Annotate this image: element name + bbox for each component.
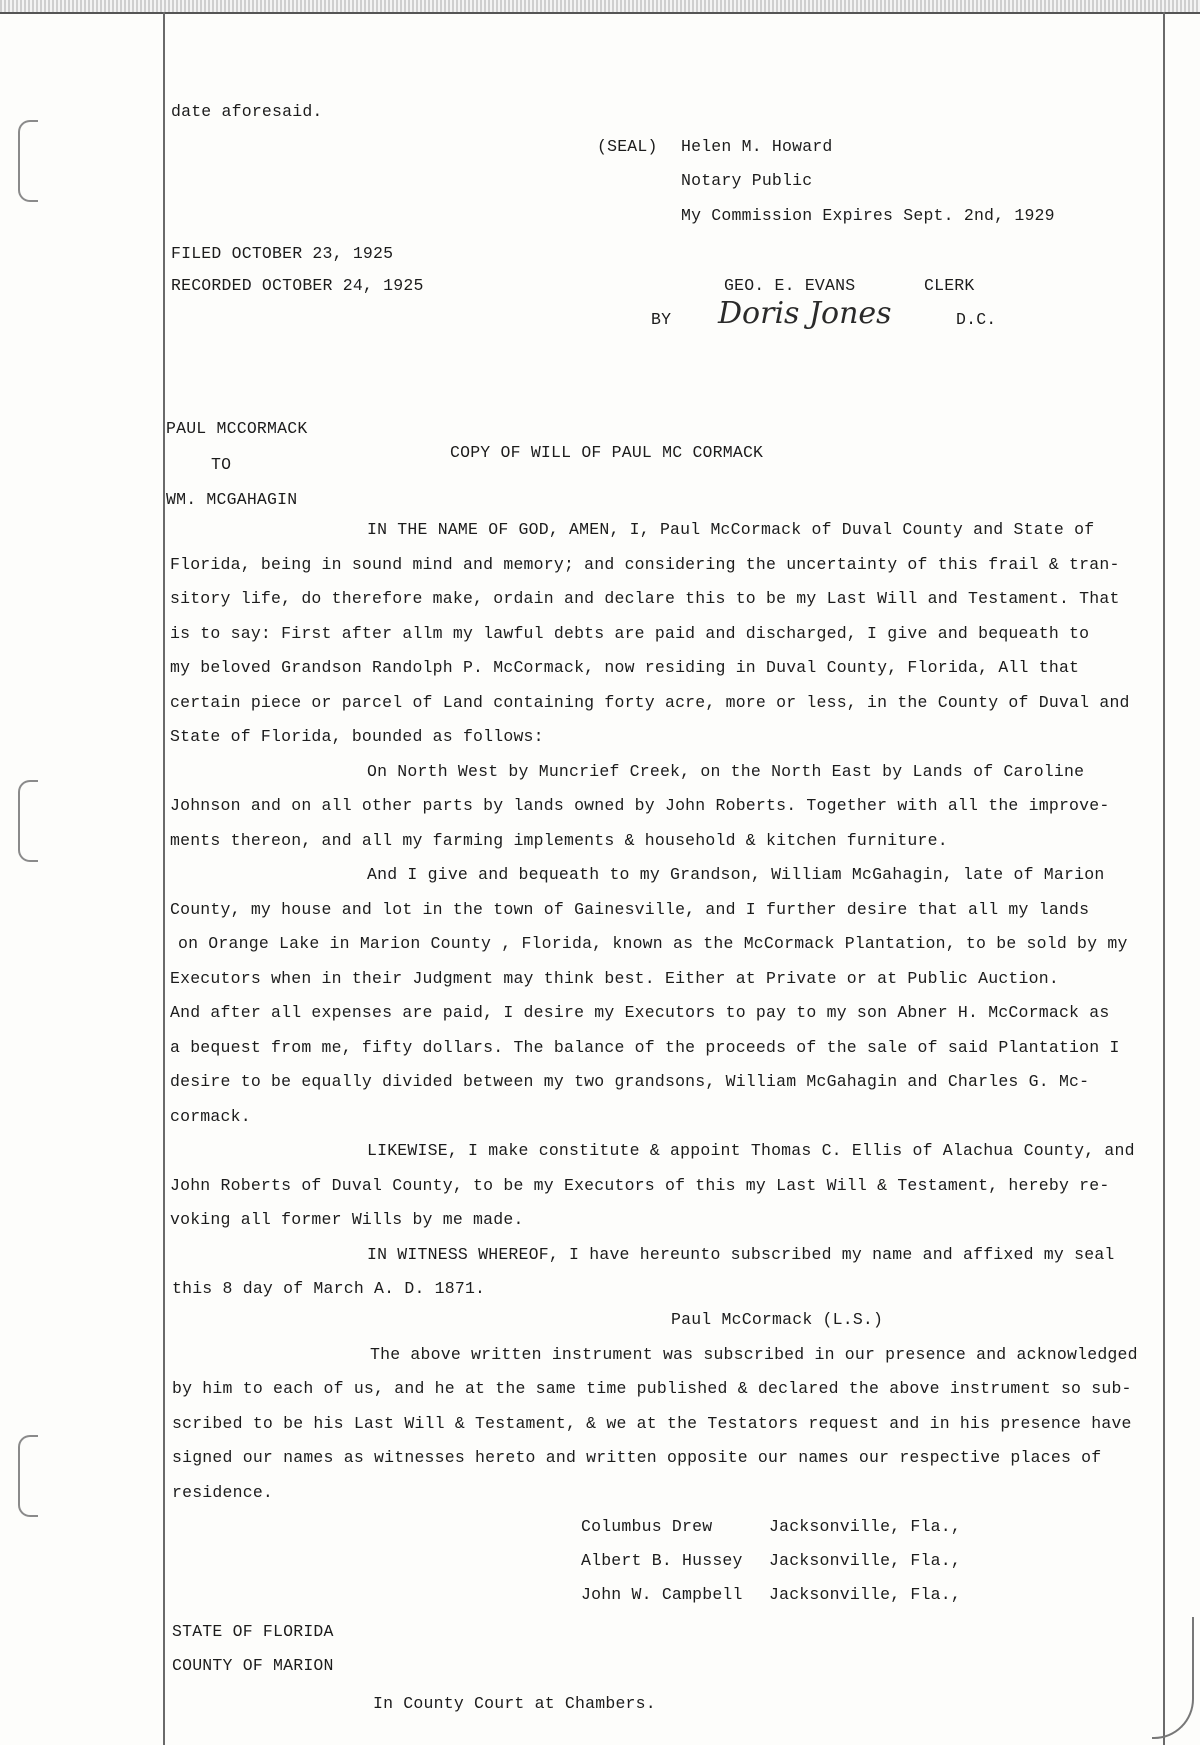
witness-name: Columbus Drew [581, 1517, 713, 1536]
document-title: COPY OF WILL OF PAUL MC CORMACK [450, 443, 764, 462]
testator-signature: Paul McCormack (L.S.) [671, 1310, 884, 1329]
date-line: date aforesaid. [171, 102, 323, 121]
seal-label: (SEAL) [597, 137, 658, 156]
body-line: by him to each of us, and he at the same time published & declared the above instrument so sub- [172, 1379, 1132, 1398]
commission-expiry: My Commission Expires Sept. 2nd, 1929 [681, 206, 1055, 225]
body-line: on Orange Lake in Marion County , Florida, known as the McCormack Plantation, to be sold by my [178, 934, 1128, 953]
body-line: desire to be equally divided between my two grandsons, William McGahagin and Charles G. Mc- [170, 1072, 1090, 1091]
body-line: Johnson and on all other parts by lands owned by John Roberts. Together with all the improve- [170, 796, 1110, 815]
notary-title: Notary Public [681, 171, 813, 190]
body-line: And I give and bequeath to my Grandson, William McGahagin, late of Marion [367, 865, 1105, 884]
deputy-title: D.C. [956, 310, 997, 329]
court-line: In County Court at Chambers. [373, 1694, 656, 1713]
witness-place: Jacksonville, Fla., [769, 1551, 961, 1570]
body-line: IN WITNESS WHEREOF, I have hereunto subscribed my name and affixed my seal [367, 1245, 1115, 1264]
body-line: And after all expenses are paid, I desire my Executors to pay to my son Abner H. McCormack as [170, 1003, 1110, 1022]
body-line: John Roberts of Duval County, to be my Executors of this my Last Will & Testament, hereby re- [170, 1176, 1110, 1195]
body-line: Executors when in their Judgment may think best. Either at Private or at Public Auction. [170, 969, 1059, 988]
body-line: IN THE NAME OF GOD, AMEN, I, Paul McCormack of Duval County and State of [367, 520, 1095, 539]
body-line: signed our names as witnesses hereto and written opposite our names our respective places of [172, 1448, 1102, 1467]
page-curl-corner [1152, 1617, 1194, 1739]
witness-place: Jacksonville, Fla., [769, 1517, 961, 1536]
body-line: ments thereon, and all my farming implements & household & kitchen furniture. [170, 831, 948, 850]
grantor-name: PAUL MCCORMACK [166, 419, 308, 438]
binder-ring-hole [18, 120, 38, 202]
body-line: County, my house and lot in the town of Gainesville, and I further desire that all my lands [170, 900, 1090, 919]
clerk-title: CLERK [924, 276, 975, 295]
body-line: scribed to be his Last Will & Testament, & we at the Testators request and in his presence have [172, 1414, 1132, 1433]
left-margin-rule [163, 12, 165, 1745]
venue-state: STATE OF FLORIDA [172, 1622, 334, 1641]
clerk-name: GEO. E. EVANS [724, 276, 856, 295]
to-label: TO [211, 455, 232, 474]
recorded-date: RECORDED OCTOBER 24, 1925 [171, 276, 424, 295]
binder-ring-hole [18, 1435, 38, 1517]
body-line: cormack. [170, 1107, 251, 1126]
witness-name: John W. Campbell [581, 1585, 743, 1604]
venue-county: COUNTY OF MARION [172, 1656, 334, 1675]
deputy-signature: Doris Jones [718, 296, 892, 331]
filed-date: FILED OCTOBER 23, 1925 [171, 244, 394, 263]
body-line: State of Florida, bounded as follows: [170, 727, 544, 746]
body-line: residence. [172, 1483, 274, 1502]
body-line: certain piece or parcel of Land containing forty acre, more or less, in the County of Duval and [170, 693, 1130, 712]
body-line: this 8 day of March A. D. 1871. [172, 1279, 486, 1298]
body-line: sitory life, do therefore make, ordain and declare this to be my Last Will and Testament. That [170, 589, 1120, 608]
right-margin-rule [1163, 12, 1165, 1745]
witness-place: Jacksonville, Fla., [769, 1585, 961, 1604]
top-binding-band [0, 0, 1200, 14]
grantee-name: WM. MCGAHAGIN [166, 490, 298, 509]
body-line: is to say: First after allm my lawful debts are paid and discharged, I give and bequeath to [170, 624, 1090, 643]
binder-ring-hole [18, 780, 38, 862]
body-line: Florida, being in sound mind and memory; and considering the uncertainty of this frail & tran- [170, 555, 1120, 574]
body-line: On North West by Muncrief Creek, on the North East by Lands of Caroline [367, 762, 1085, 781]
witness-name: Albert B. Hussey [581, 1551, 743, 1570]
body-line: a bequest from me, fifty dollars. The balance of the proceeds of the sale of said Plantation I [170, 1038, 1120, 1057]
body-line: LIKEWISE, I make constitute & appoint Thomas C. Ellis of Alachua County, and [367, 1141, 1135, 1160]
body-line: my beloved Grandson Randolph P. McCormack, now residing in Duval County, Florida, All that [170, 658, 1080, 677]
notary-name: Helen M. Howard [681, 137, 833, 156]
body-line: voking all former Wills by me made. [170, 1210, 524, 1229]
body-line: The above written instrument was subscribed in our presence and acknowledged [370, 1345, 1138, 1364]
by-label: BY [651, 310, 672, 329]
